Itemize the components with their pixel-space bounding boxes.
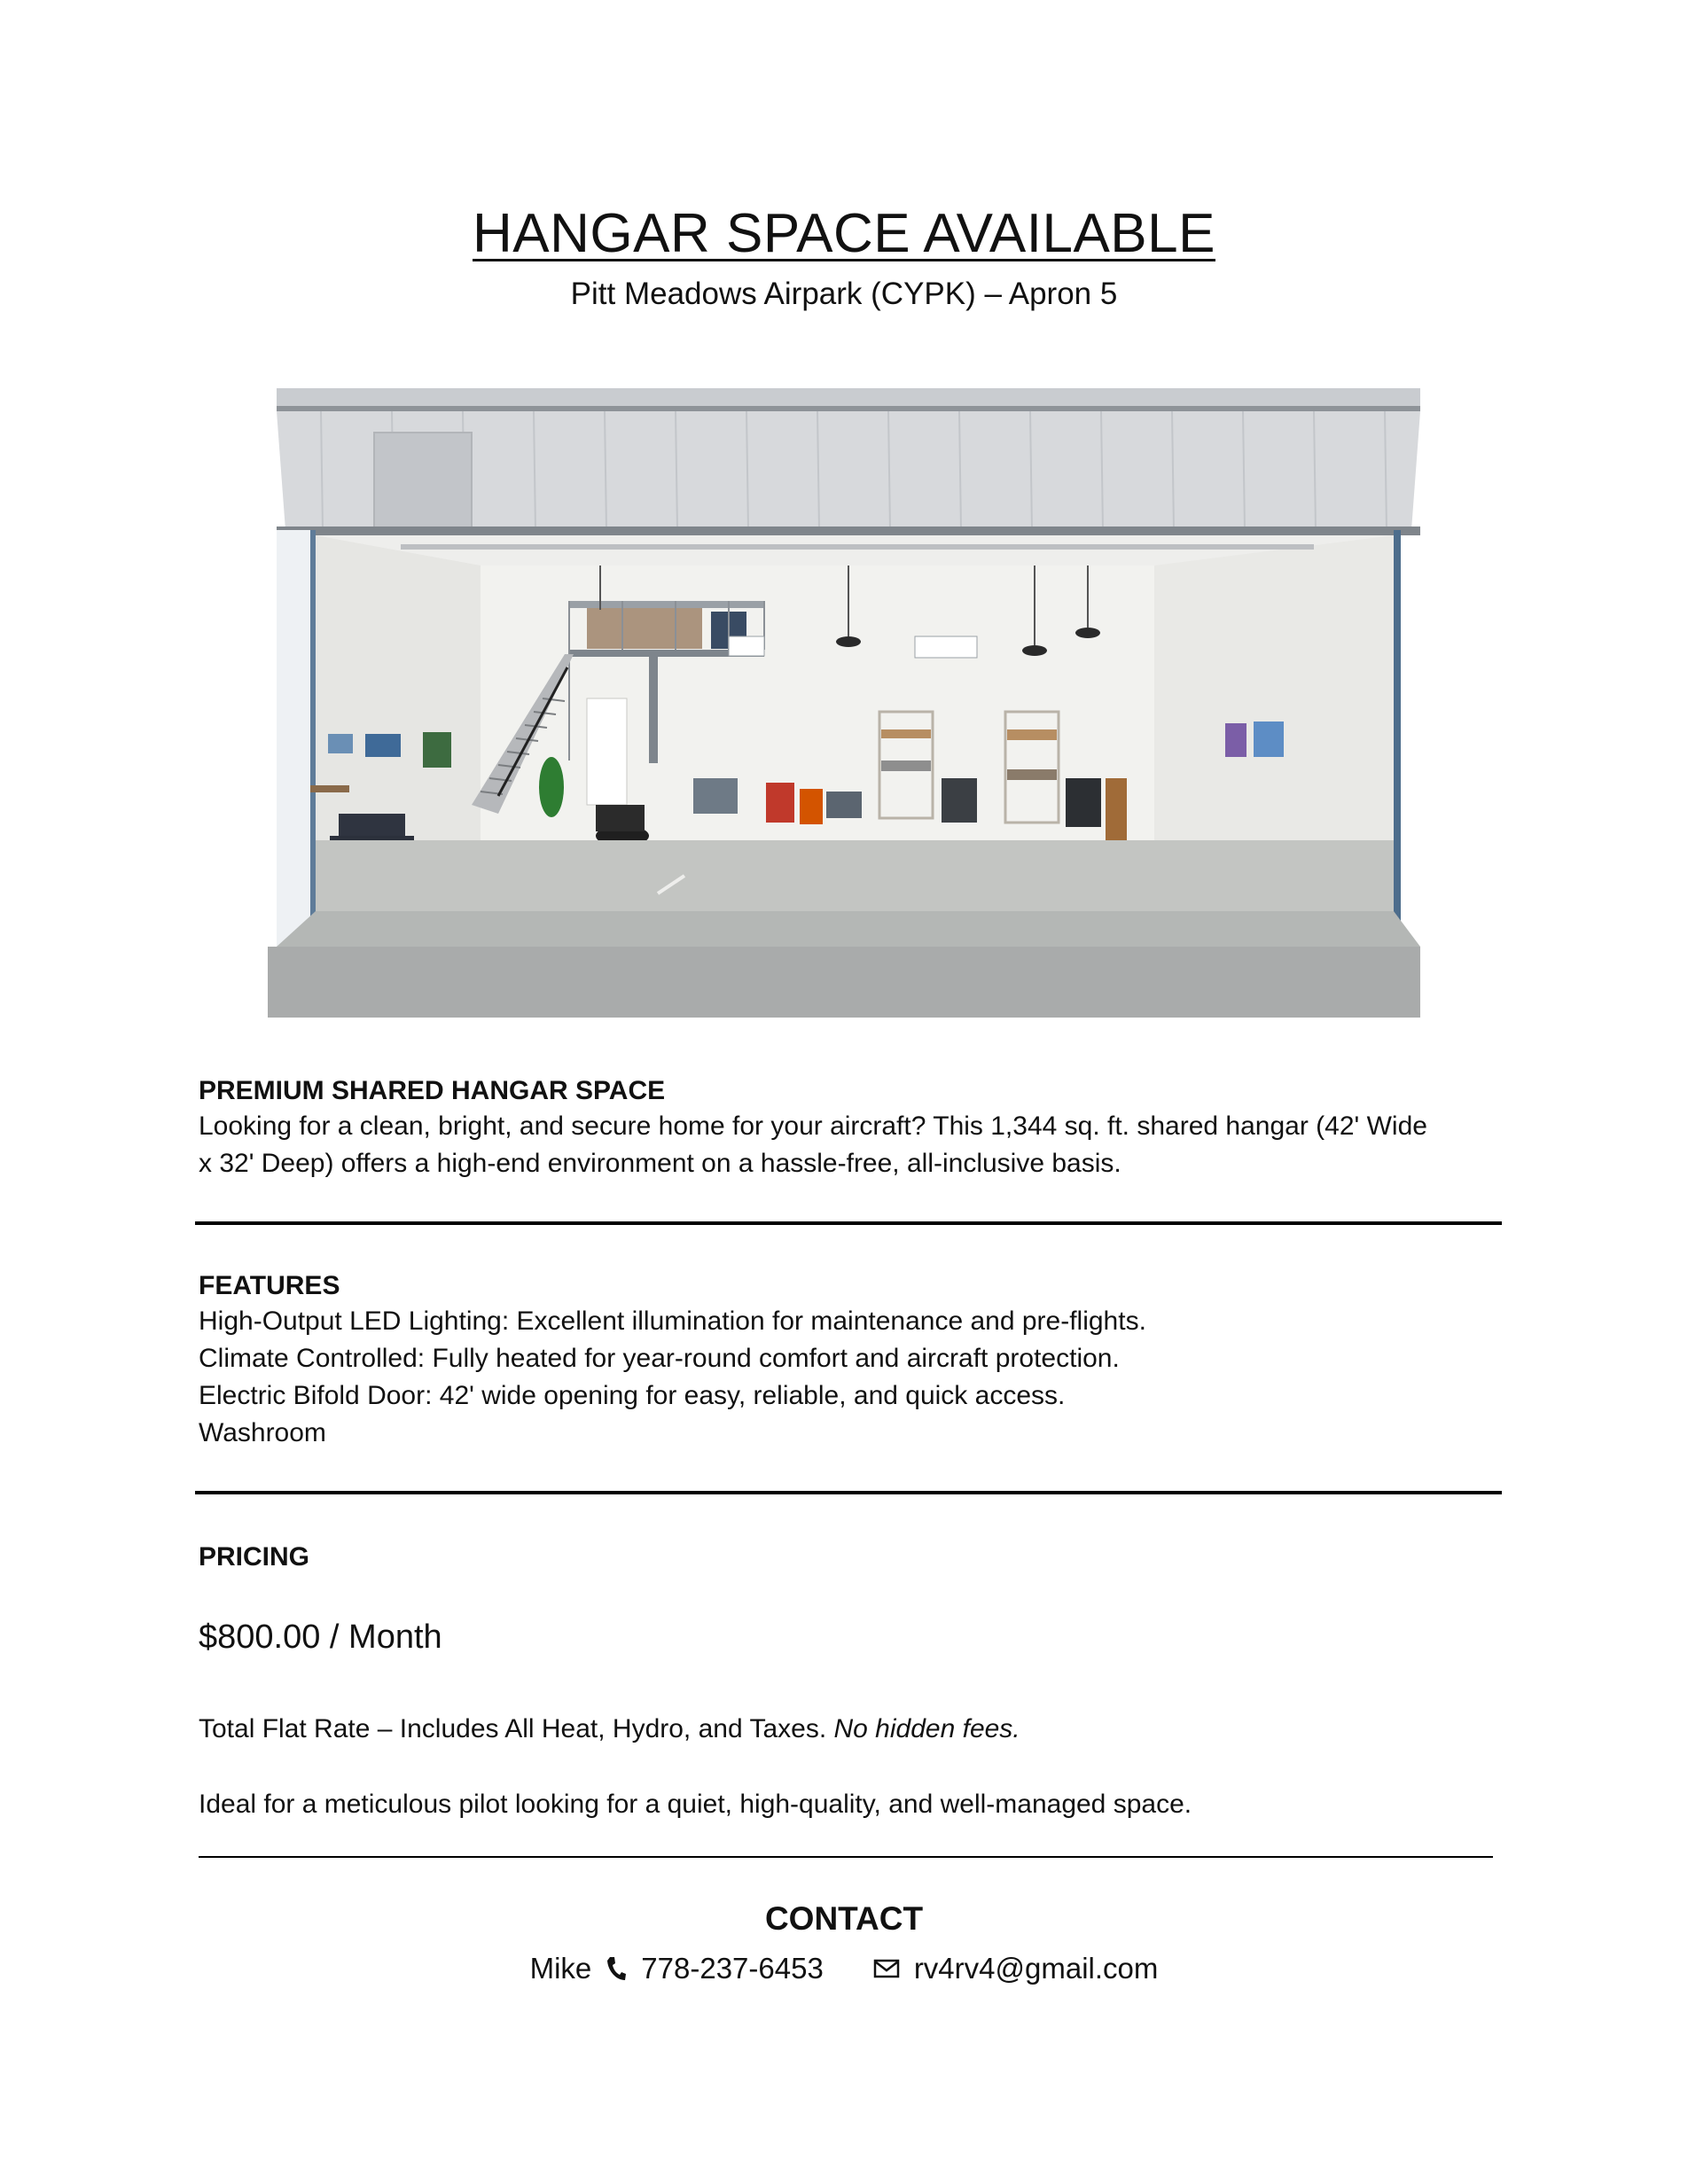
feature-item: Washroom — [199, 1418, 326, 1447]
hangar-interior-photo — [268, 379, 1420, 1018]
intro-paragraph — [199, 1108, 1502, 1182]
envelope-icon — [873, 1958, 900, 1979]
intro-line: x 32' Deep) offers a high-end environment on a hassle-free, all-inclusive basis. — [199, 1149, 1121, 1178]
pricing-heading: PRICING — [199, 1542, 310, 1572]
page-subtitle: Pitt Meadows Airpark (CYPK) – Apron 5 — [570, 277, 1118, 311]
intro-line: Looking for a clean, bright, and secure home for your aircraft? This 1,344 sq. ft. shared hangar (42' Wide — [199, 1112, 1427, 1141]
feature-item: Climate Controlled: Fully heated for year-round comfort and aircraft protection. — [199, 1344, 1120, 1373]
contact-email[interactable]: rv4rv4@gmail.com — [913, 1952, 1159, 1985]
feature-item: Electric Bifold Door: 42' wide opening for easy, reliable, and quick access. — [199, 1381, 1066, 1410]
contact-phone[interactable]: 778-237-6453 — [641, 1952, 824, 1985]
page-title: HANGAR SPACE AVAILABLE — [473, 203, 1215, 264]
ideal-line: Ideal for a meticulous pilot looking for a quiet, high-quality, and well-managed space. — [199, 1790, 1192, 1819]
rate-line — [199, 1711, 1502, 1748]
section-divider — [195, 1221, 1502, 1225]
contact-row — [0, 1952, 1688, 1985]
features-heading: FEATURES — [199, 1271, 340, 1300]
phone-icon — [606, 1955, 627, 1982]
price-value: $800.00 / Month — [199, 1618, 442, 1656]
features-list — [199, 1303, 1502, 1452]
rate-text: Total Flat Rate – Includes All Heat, Hydro, and Taxes. — [199, 1714, 827, 1743]
rate-note: No hidden fees. — [833, 1714, 1020, 1743]
section-divider — [195, 1491, 1502, 1494]
section-divider — [199, 1856, 1493, 1858]
contact-heading: CONTACT — [764, 1900, 924, 1937]
intro-heading: PREMIUM SHARED HANGAR SPACE — [199, 1076, 666, 1105]
contact-name: Mike — [529, 1952, 592, 1985]
feature-item: High-Output LED Lighting: Excellent illumination for maintenance and pre-flights. — [199, 1306, 1146, 1336]
